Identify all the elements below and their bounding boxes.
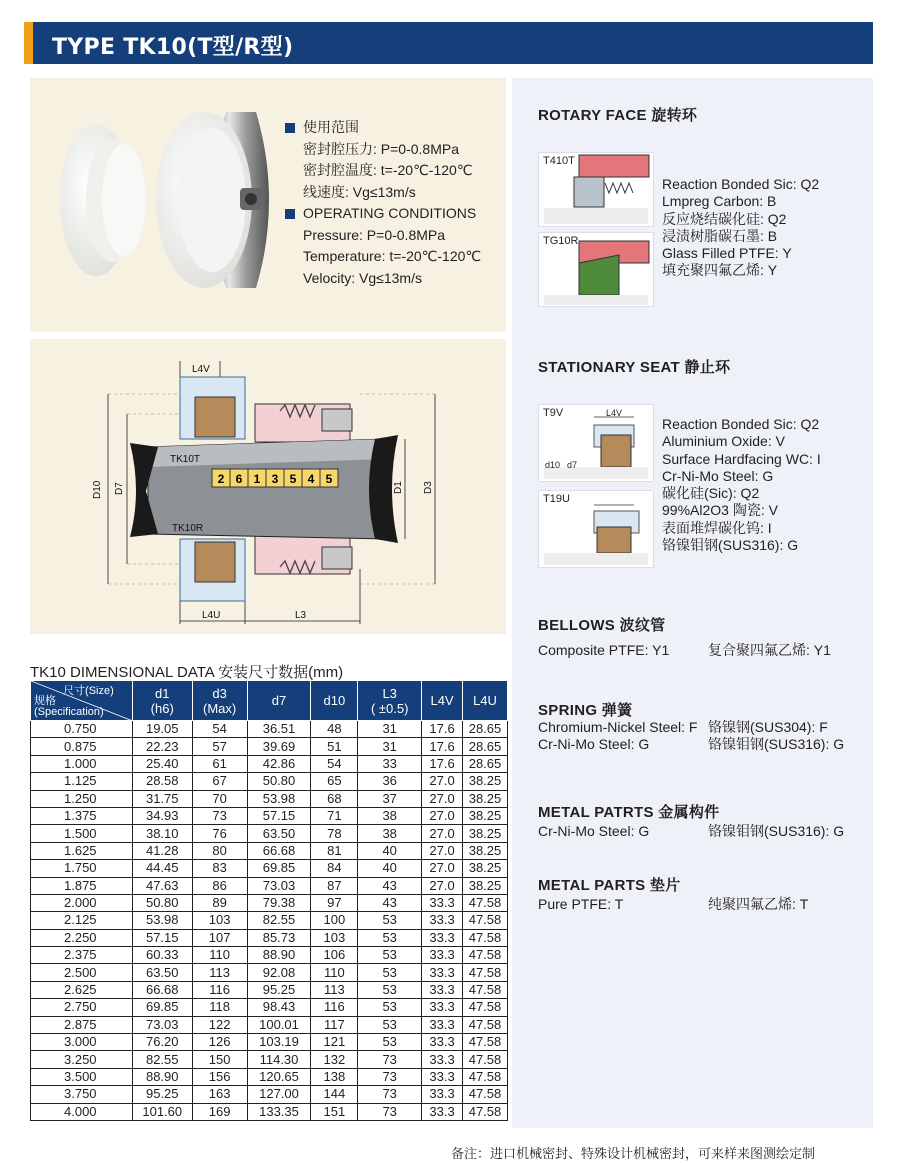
value-cell: 47.58	[463, 929, 508, 946]
d10-label: D10	[92, 480, 103, 499]
table-row	[31, 1103, 508, 1120]
value-cell: 69.85	[132, 999, 192, 1016]
cn-condition-line: 密封腔温度: t=-20℃-120℃	[303, 162, 473, 178]
table-row	[31, 1016, 508, 1033]
cn-condition-line: 线速度: Vg≤13m/s	[303, 183, 416, 200]
value-cell: 47.58	[463, 1103, 508, 1120]
table-row	[31, 721, 508, 738]
tk10r-label: TK10R	[172, 523, 204, 534]
value-cell: 114.30	[247, 1051, 311, 1068]
value-cell: 73	[192, 807, 247, 824]
table-row	[31, 964, 508, 981]
material-item: Cr-Ni-Mo Steel: G	[662, 467, 774, 484]
value-cell: 47.58	[463, 894, 508, 911]
spec-cell: 3.500	[31, 1068, 133, 1085]
value-cell: 28.65	[463, 721, 508, 738]
d7-label: D7	[114, 482, 125, 495]
material-item: Glass Filled PTFE: Y	[662, 245, 792, 262]
t9v-label: T9V	[543, 407, 564, 419]
value-cell: 66.68	[247, 842, 311, 859]
value-cell: 41.28	[132, 842, 192, 859]
spec-cell: 1.125	[31, 773, 133, 790]
svg-text:6: 6	[235, 472, 243, 486]
value-cell: 53	[358, 964, 422, 981]
metal-parts-title: METAL PATRTS 金属构件	[538, 804, 720, 821]
value-cell: 169	[192, 1103, 247, 1120]
col-header-d10: d10	[311, 681, 358, 721]
value-cell: 40	[358, 842, 422, 859]
cross-section-diagram	[30, 339, 506, 634]
table-header-row	[31, 681, 508, 721]
svg-text:4: 4	[307, 472, 315, 486]
table-row	[31, 1034, 508, 1051]
value-cell: 27.0	[422, 842, 463, 859]
value-cell: 76	[192, 825, 247, 842]
value-cell: 38.25	[463, 825, 508, 842]
corner-header	[31, 681, 133, 721]
tg10r-thumbnail	[538, 232, 654, 307]
table-row	[31, 1086, 508, 1103]
value-cell: 47.58	[463, 1086, 508, 1103]
value-cell: 88.90	[132, 1068, 192, 1085]
value-cell: 37	[358, 790, 422, 807]
l4u-label: L4U	[202, 610, 221, 621]
value-cell: 33.3	[422, 947, 463, 964]
value-cell: 34.93	[132, 807, 192, 824]
value-cell: 85.73	[247, 929, 311, 946]
svg-text:1: 1	[253, 472, 261, 486]
value-cell: 43	[358, 877, 422, 894]
value-cell: 100	[311, 912, 358, 929]
table-row	[31, 738, 508, 755]
table-row	[31, 860, 508, 877]
value-cell: 54	[192, 721, 247, 738]
value-cell: 33.3	[422, 1016, 463, 1033]
spec-cell: 1.750	[31, 860, 133, 877]
value-cell: 27.0	[422, 773, 463, 790]
value-cell: 118	[192, 999, 247, 1016]
material-item: Cr-Ni-Mo Steel: G	[538, 823, 650, 839]
value-cell: 47.58	[463, 964, 508, 981]
cross-section-panel	[30, 339, 506, 634]
gasket-title: METAL PARTS 垫片	[538, 877, 681, 894]
value-cell: 68	[311, 790, 358, 807]
value-cell: 48	[311, 721, 358, 738]
value-cell: 17.6	[422, 721, 463, 738]
value-cell: 38.25	[463, 807, 508, 824]
rotary-face-materials	[662, 176, 819, 280]
material-item: Composite PTFE: Y1	[538, 642, 670, 658]
material-item: Chromium-Nickel Steel: F	[538, 719, 698, 735]
en-heading: OPERATING CONDITIONS	[303, 205, 477, 221]
value-cell: 100.01	[247, 1016, 311, 1033]
spec-cell: 2.125	[31, 912, 133, 929]
value-cell: 53	[358, 912, 422, 929]
value-cell: 80	[192, 842, 247, 859]
value-cell: 28.58	[132, 773, 192, 790]
value-cell: 19.05	[132, 721, 192, 738]
value-cell: 81	[311, 842, 358, 859]
table-row	[31, 842, 508, 859]
value-cell: 47.58	[463, 1016, 508, 1033]
t410t-label: T410T	[543, 155, 575, 167]
t19u-thumbnail	[538, 490, 654, 568]
value-cell: 42.86	[247, 755, 311, 772]
material-item: Cr-Ni-Mo Steel: G	[538, 736, 650, 752]
d10-dim-label: d10	[545, 460, 561, 470]
value-cell: 82.55	[132, 1051, 192, 1068]
value-cell: 33.3	[422, 981, 463, 998]
value-cell: 50.80	[247, 773, 311, 790]
dimensional-data-table	[30, 680, 508, 1121]
value-cell: 27.0	[422, 807, 463, 824]
spec-cell: 2.500	[31, 964, 133, 981]
value-cell: 31.75	[132, 790, 192, 807]
value-cell: 87	[311, 877, 358, 894]
value-cell: 33	[358, 755, 422, 772]
value-cell: 33.3	[422, 1068, 463, 1085]
value-cell: 95.25	[247, 981, 311, 998]
value-cell: 76.20	[132, 1034, 192, 1051]
value-cell: 38	[358, 807, 422, 824]
col-header-d1: d1 (h6)	[132, 681, 192, 721]
corner-size-label: 尺寸(Size)	[63, 685, 114, 697]
stationary-seat-title: STATIONARY SEAT 静止环	[538, 359, 731, 376]
value-cell: 47.58	[463, 1051, 508, 1068]
value-cell: 38.25	[463, 842, 508, 859]
footnote: 备注：进口机械密封、特殊设计机械密封，可来样来图测绘定制	[451, 1146, 816, 1161]
material-item: 碳化硅(Sic): Q2	[662, 485, 760, 502]
value-cell: 113	[311, 981, 358, 998]
value-cell: 47.63	[132, 877, 192, 894]
value-cell: 73.03	[132, 1016, 192, 1033]
value-cell: 28.65	[463, 755, 508, 772]
value-cell: 79.38	[247, 894, 311, 911]
value-cell: 33.3	[422, 1051, 463, 1068]
value-cell: 73	[358, 1103, 422, 1120]
value-cell: 107	[192, 929, 247, 946]
material-item: Reaction Bonded Sic: Q2	[662, 176, 820, 192]
value-cell: 33.3	[422, 999, 463, 1016]
table-body	[31, 721, 508, 1121]
header-accent	[24, 22, 33, 64]
material-item: Aluminium Oxide: V	[662, 433, 785, 450]
value-cell: 47.58	[463, 1068, 508, 1085]
spec-cell: 1.000	[31, 755, 133, 772]
value-cell: 36.51	[247, 721, 311, 738]
spec-cell: 2.000	[31, 894, 133, 911]
spec-cell: 1.375	[31, 807, 133, 824]
spec-cell: 1.500	[31, 825, 133, 842]
spec-cell: 3.250	[31, 1051, 133, 1068]
table-row	[31, 790, 508, 807]
value-cell: 133.35	[247, 1103, 311, 1120]
value-cell: 57.15	[247, 807, 311, 824]
table-row	[31, 773, 508, 790]
value-cell: 27.0	[422, 860, 463, 877]
material-item: Reaction Bonded Sic: Q2	[662, 416, 820, 432]
spec-cell: 1.875	[31, 877, 133, 894]
material-item: Surface Hardfacing WC: I	[662, 450, 821, 467]
table-row	[31, 1068, 508, 1085]
square-bullet-icon	[285, 123, 295, 133]
value-cell: 66.68	[132, 981, 192, 998]
material-item: 99%Al2O3 陶瓷: V	[662, 502, 778, 519]
table-row	[31, 947, 508, 964]
value-cell: 151	[311, 1103, 358, 1120]
value-cell: 71	[311, 807, 358, 824]
value-cell: 43	[358, 894, 422, 911]
spec-cell: 2.625	[31, 981, 133, 998]
l3-label: L3	[295, 610, 307, 621]
material-item: 填充聚四氟乙烯: Y	[662, 262, 778, 279]
table-row	[31, 999, 508, 1016]
value-cell: 95.25	[132, 1086, 192, 1103]
corner-spec-label: 规格 (Specification)	[34, 695, 104, 718]
svg-text:3: 3	[271, 472, 279, 486]
value-cell: 120.65	[247, 1068, 311, 1085]
col-header-d7: d7	[247, 681, 311, 721]
value-cell: 47.58	[463, 1034, 508, 1051]
tk10t-label: TK10T	[170, 454, 201, 465]
operating-conditions	[285, 117, 481, 289]
value-cell: 83	[192, 860, 247, 877]
material-item: Pure PTFE: T	[538, 896, 624, 912]
material-item: 复合聚四氟乙烯: Y1	[708, 642, 831, 658]
t9v-thumbnail	[538, 404, 654, 482]
table-row	[31, 929, 508, 946]
value-cell: 47.58	[463, 999, 508, 1016]
value-cell: 44.45	[132, 860, 192, 877]
table-row	[31, 877, 508, 894]
d7-dim-label: d7	[567, 460, 578, 470]
value-cell: 53	[358, 1034, 422, 1051]
value-cell: 27.0	[422, 877, 463, 894]
value-cell: 60.33	[132, 947, 192, 964]
spec-cell: 2.750	[31, 999, 133, 1016]
material-item: 铬镍钼钢(SUS316): G	[662, 537, 799, 554]
bellows-title: BELLOWS 波纹管	[538, 617, 666, 634]
value-cell: 33.3	[422, 912, 463, 929]
value-cell: 38.25	[463, 773, 508, 790]
value-cell: 40	[358, 860, 422, 877]
value-cell: 33.3	[422, 1086, 463, 1103]
rotary-face-title: ROTARY FACE 旋转环	[538, 107, 698, 124]
spec-cell: 2.250	[31, 929, 133, 946]
table-row	[31, 825, 508, 842]
callout-numbers	[212, 469, 338, 487]
col-header-l4v: L4V	[422, 681, 463, 721]
spec-cell: 4.000	[31, 1103, 133, 1120]
value-cell: 51	[311, 738, 358, 755]
material-item: 表面堆焊碳化钨: I	[662, 519, 772, 536]
svg-text:2: 2	[217, 472, 225, 486]
value-cell: 103.19	[247, 1034, 311, 1051]
value-cell: 47.58	[463, 981, 508, 998]
spec-cell: 2.875	[31, 1016, 133, 1033]
value-cell: 33.3	[422, 1103, 463, 1120]
value-cell: 53.98	[132, 912, 192, 929]
value-cell: 78	[311, 825, 358, 842]
value-cell: 53	[358, 999, 422, 1016]
value-cell: 53	[358, 1016, 422, 1033]
value-cell: 27.0	[422, 790, 463, 807]
value-cell: 63.50	[247, 825, 311, 842]
col-header-l3: L3 ( ±0.5)	[358, 681, 422, 721]
value-cell: 86	[192, 877, 247, 894]
col-header-d3: d3 (Max)	[192, 681, 247, 721]
value-cell: 84	[311, 860, 358, 877]
value-cell: 53	[358, 947, 422, 964]
value-cell: 39.69	[247, 738, 311, 755]
l4v-label: L4V	[192, 364, 210, 375]
value-cell: 150	[192, 1051, 247, 1068]
material-item: Lmpreg Carbon: B	[662, 193, 777, 210]
table-row	[31, 755, 508, 772]
value-cell: 38.25	[463, 860, 508, 877]
value-cell: 22.23	[132, 738, 192, 755]
en-condition-line: Pressure: P=0-0.8MPa	[303, 226, 446, 243]
value-cell: 17.6	[422, 738, 463, 755]
spec-cell: 2.375	[31, 947, 133, 964]
stationary-seat-materials	[662, 416, 821, 554]
value-cell: 73	[358, 1086, 422, 1103]
d1-label: D1	[393, 481, 404, 494]
value-cell: 38.10	[132, 825, 192, 842]
value-cell: 110	[311, 964, 358, 981]
value-cell: 33.3	[422, 1034, 463, 1051]
value-cell: 27.0	[422, 825, 463, 842]
value-cell: 163	[192, 1086, 247, 1103]
value-cell: 73	[358, 1051, 422, 1068]
value-cell: 82.55	[247, 912, 311, 929]
en-condition-line: Velocity: Vg≤13m/s	[303, 269, 422, 286]
value-cell: 54	[311, 755, 358, 772]
value-cell: 33.3	[422, 964, 463, 981]
material-item: 铬镍钢(SUS304): F	[708, 719, 828, 735]
table-row	[31, 1051, 508, 1068]
col-header-l4u: L4U	[463, 681, 508, 721]
square-bullet-icon	[285, 209, 295, 219]
spec-cell: 1.250	[31, 790, 133, 807]
value-cell: 31	[358, 738, 422, 755]
value-cell: 101.60	[132, 1103, 192, 1120]
value-cell: 70	[192, 790, 247, 807]
value-cell: 61	[192, 755, 247, 772]
spec-cell: 1.625	[31, 842, 133, 859]
value-cell: 116	[311, 999, 358, 1016]
material-item: 铬镍钼钢(SUS316): G	[708, 823, 845, 839]
svg-text:5: 5	[289, 472, 297, 486]
value-cell: 113	[192, 964, 247, 981]
value-cell: 89	[192, 894, 247, 911]
value-cell: 57.15	[132, 929, 192, 946]
spec-cell: 3.750	[31, 1086, 133, 1103]
value-cell: 17.6	[422, 755, 463, 772]
value-cell: 92.08	[247, 964, 311, 981]
value-cell: 53.98	[247, 790, 311, 807]
value-cell: 97	[311, 894, 358, 911]
value-cell: 31	[358, 721, 422, 738]
spring-title: SPRING 弹簧	[538, 702, 633, 719]
value-cell: 33.3	[422, 929, 463, 946]
t410t-thumbnail	[538, 152, 654, 227]
value-cell: 53	[358, 929, 422, 946]
tg10r-label: TG10R	[543, 235, 579, 247]
value-cell: 132	[311, 1051, 358, 1068]
value-cell: 122	[192, 1016, 247, 1033]
value-cell: 38	[358, 825, 422, 842]
value-cell: 28.65	[463, 738, 508, 755]
value-cell: 73	[358, 1068, 422, 1085]
cn-heading: 使用范围	[303, 119, 359, 135]
value-cell: 110	[192, 947, 247, 964]
table-row	[31, 894, 508, 911]
value-cell: 67	[192, 773, 247, 790]
material-item: 浸渍树脂碳石墨: B	[662, 227, 778, 244]
value-cell: 127.00	[247, 1086, 311, 1103]
value-cell: 103	[311, 929, 358, 946]
value-cell: 138	[311, 1068, 358, 1085]
spec-cell: 0.875	[31, 738, 133, 755]
value-cell: 106	[311, 947, 358, 964]
spec-cell: 3.000	[31, 1034, 133, 1051]
material-item: 反应烧结碳化硅: Q2	[662, 210, 787, 227]
l4v-dim-label: L4V	[606, 408, 623, 418]
table-title: TK10 DIMENSIONAL DATA 安装尺寸数据(mm)	[30, 664, 344, 681]
value-cell: 38.25	[463, 790, 508, 807]
value-cell: 88.90	[247, 947, 311, 964]
value-cell: 73.03	[247, 877, 311, 894]
cn-condition-line: 密封腔压力: P=0-0.8MPa	[303, 140, 459, 157]
value-cell: 103	[192, 912, 247, 929]
value-cell: 116	[192, 981, 247, 998]
value-cell: 36	[358, 773, 422, 790]
svg-text:5: 5	[325, 472, 333, 486]
value-cell: 65	[311, 773, 358, 790]
spec-cell: 0.750	[31, 721, 133, 738]
page-title: TYPE TK10(T型/R型)	[52, 35, 294, 60]
value-cell: 98.43	[247, 999, 311, 1016]
value-cell: 126	[192, 1034, 247, 1051]
value-cell: 47.58	[463, 912, 508, 929]
value-cell: 144	[311, 1086, 358, 1103]
value-cell: 69.85	[247, 860, 311, 877]
value-cell: 156	[192, 1068, 247, 1085]
value-cell: 63.50	[132, 964, 192, 981]
table-row	[31, 981, 508, 998]
d3-label: D3	[423, 481, 434, 494]
value-cell: 50.80	[132, 894, 192, 911]
material-item: 纯聚四氟乙烯: T	[708, 896, 809, 912]
material-item: 铬镍钼钢(SUS316): G	[708, 736, 845, 752]
value-cell: 25.40	[132, 755, 192, 772]
value-cell: 47.58	[463, 947, 508, 964]
value-cell: 57	[192, 738, 247, 755]
value-cell: 117	[311, 1016, 358, 1033]
value-cell: 121	[311, 1034, 358, 1051]
t19u-label: T19U	[543, 493, 570, 505]
en-condition-line: Temperature: t=-20℃-120℃	[303, 248, 482, 264]
table-row	[31, 807, 508, 824]
value-cell: 33.3	[422, 894, 463, 911]
value-cell: 38.25	[463, 877, 508, 894]
value-cell: 53	[358, 981, 422, 998]
table-row	[31, 912, 508, 929]
